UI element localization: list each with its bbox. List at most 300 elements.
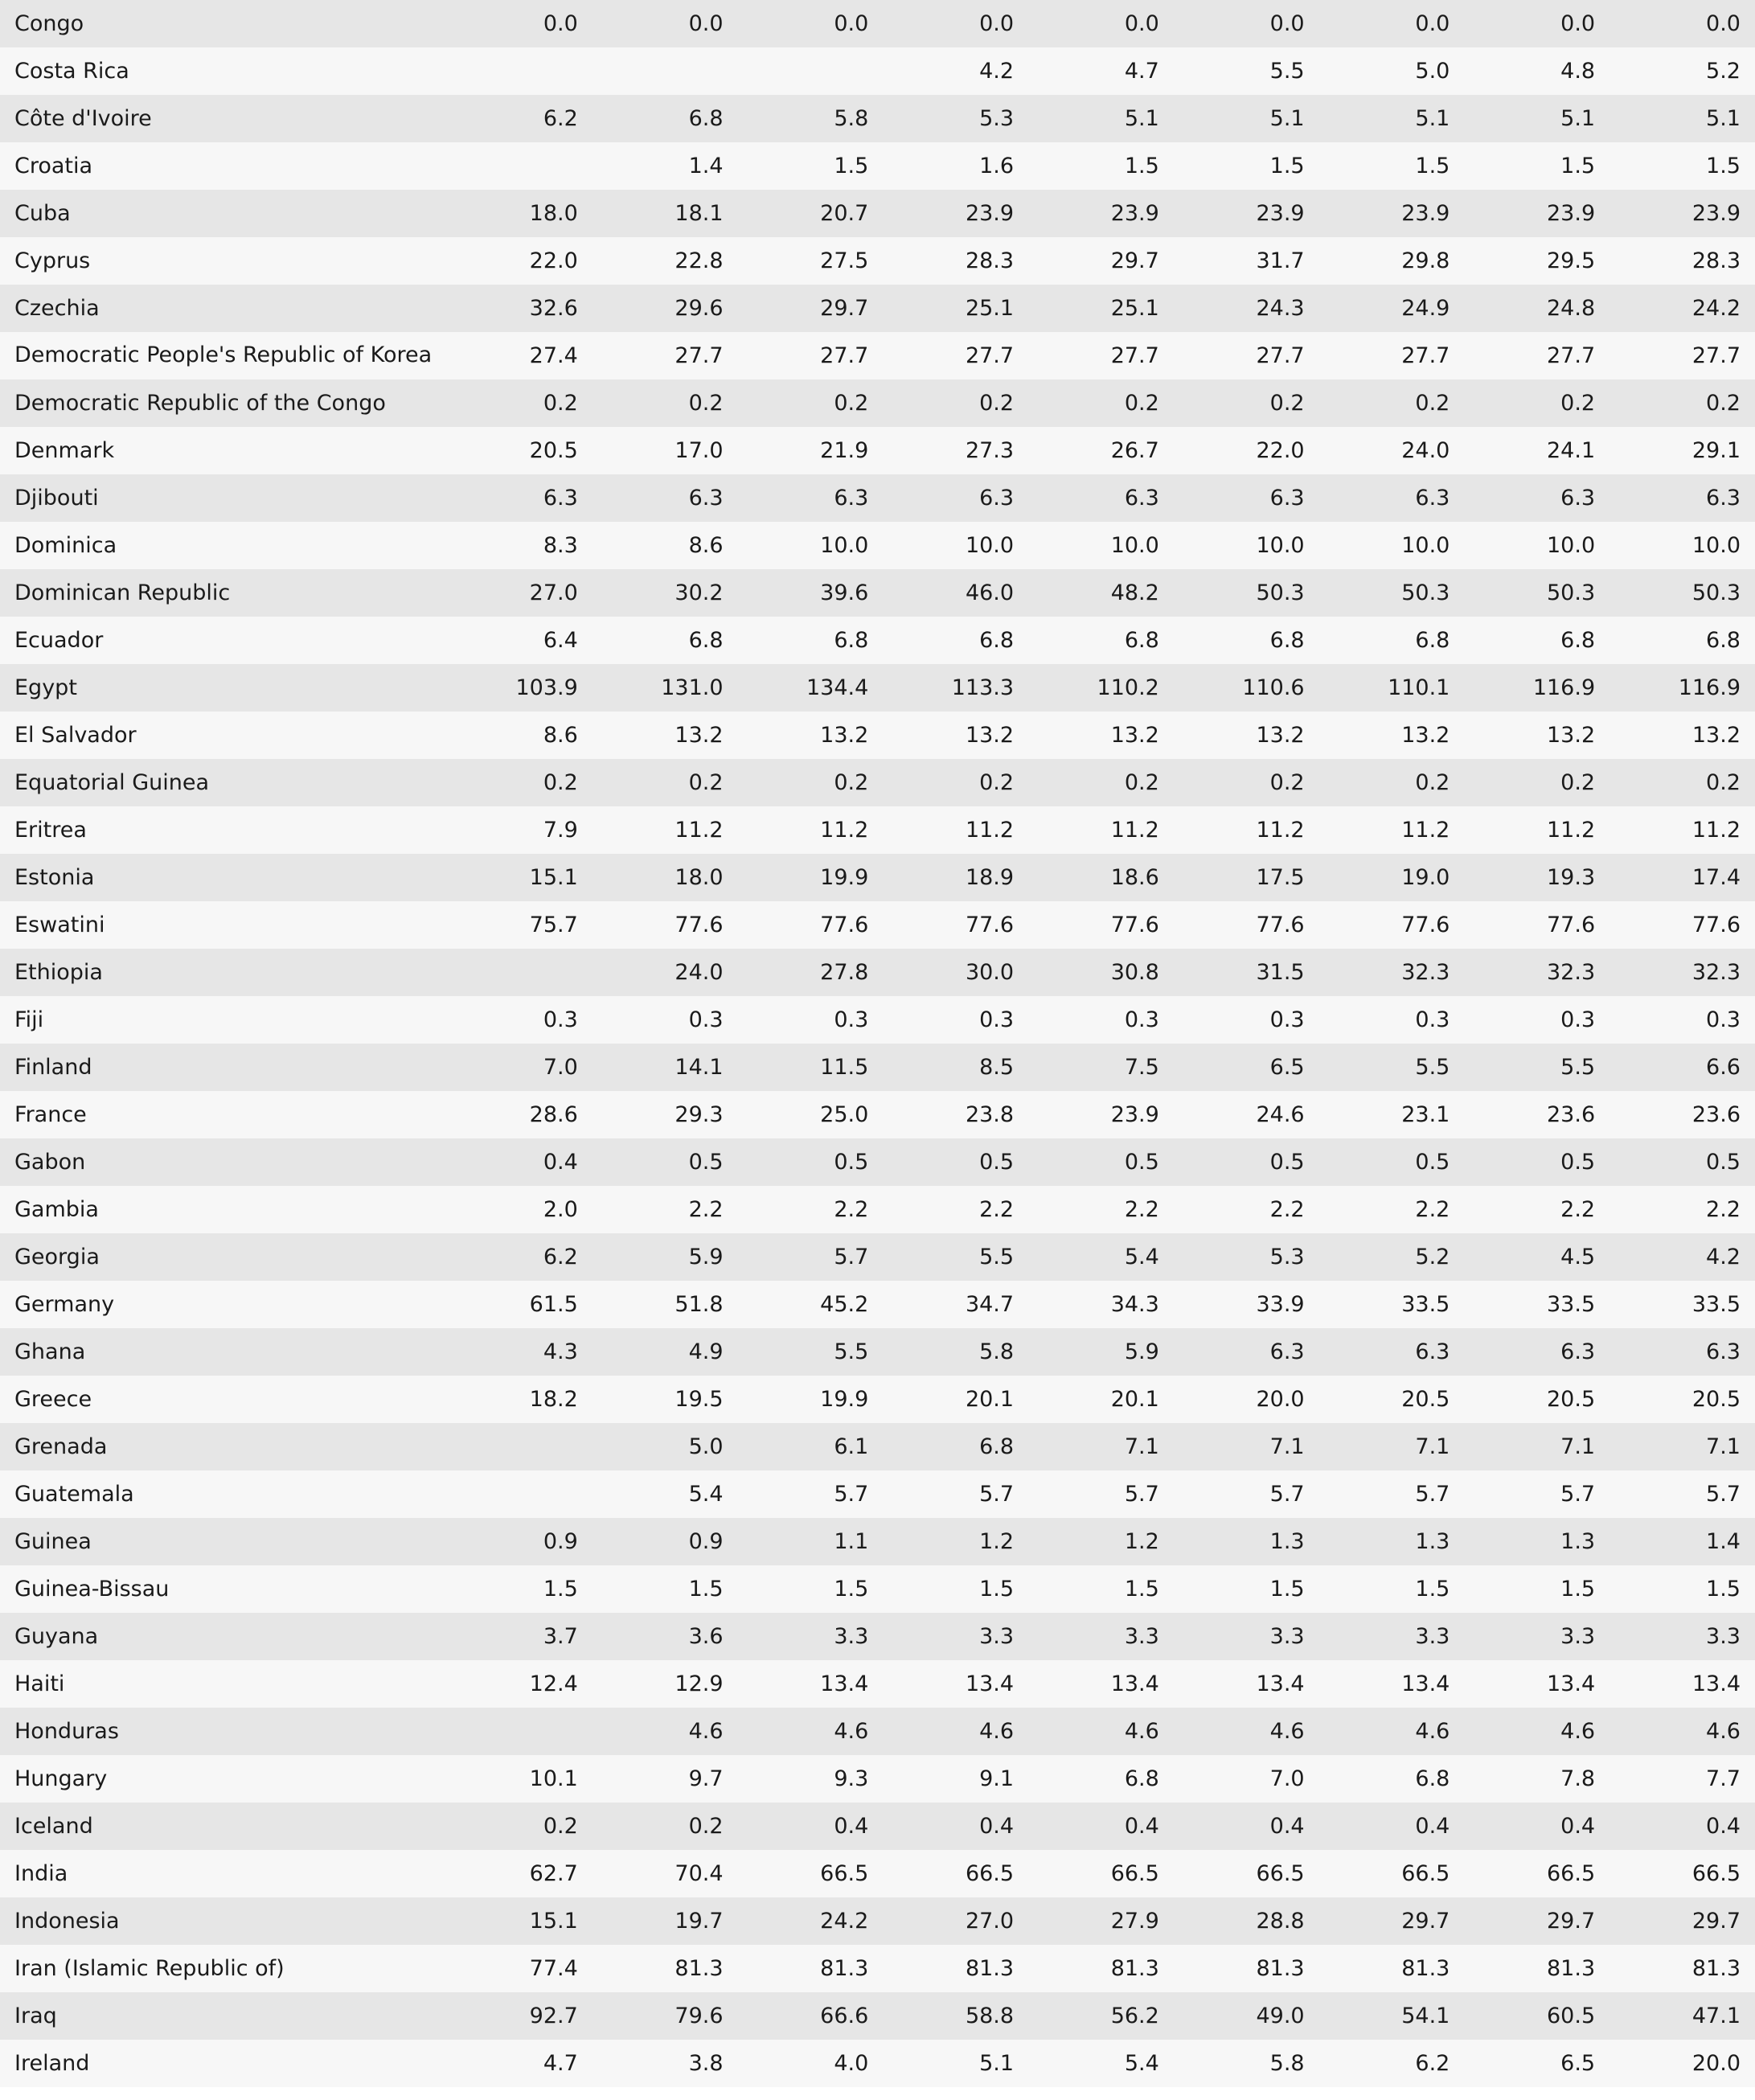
row-value-cell: 27.7 xyxy=(883,332,1028,379)
row-value-cell: 0.2 xyxy=(1609,379,1755,427)
row-value-cell: 29.7 xyxy=(1609,1897,1755,1945)
row-value-cell: 0.3 xyxy=(1319,996,1465,1044)
row-value-cell: 0.4 xyxy=(883,1803,1028,1850)
row-value-cell: 8.6 xyxy=(447,712,593,759)
row-value-cell: 4.2 xyxy=(1609,1233,1755,1281)
table-row xyxy=(0,712,1755,759)
row-value-cell: 77.6 xyxy=(1174,901,1319,949)
row-country-label: Djibouti xyxy=(0,474,447,522)
row-value-cell: 0.0 xyxy=(447,0,593,47)
row-value-cell: 0.4 xyxy=(1028,1803,1174,1850)
row-value-cell: 5.1 xyxy=(1609,95,1755,142)
row-value-cell: 10.0 xyxy=(1174,522,1319,569)
row-value-cell: 17.4 xyxy=(1609,854,1755,901)
row-value-cell: 32.3 xyxy=(1609,949,1755,996)
row-value-cell: 6.8 xyxy=(1319,1755,1465,1803)
row-value-cell: 33.5 xyxy=(1609,1281,1755,1328)
row-value-cell: 46.0 xyxy=(883,569,1028,617)
row-country-label: Denmark xyxy=(0,427,447,474)
row-value-cell: 29.6 xyxy=(593,285,738,332)
row-value-cell: 33.5 xyxy=(1464,1281,1609,1328)
row-value-cell: 20.1 xyxy=(883,1376,1028,1423)
table-row xyxy=(0,854,1755,901)
row-country-label: Guinea xyxy=(0,1518,447,1565)
row-value-cell: 27.7 xyxy=(1464,332,1609,379)
row-value-cell: 2.2 xyxy=(883,1186,1028,1233)
row-value-cell: 81.3 xyxy=(1028,1945,1174,1992)
row-value-cell: 11.2 xyxy=(1028,806,1174,854)
row-value-cell: 24.8 xyxy=(1464,285,1609,332)
row-value-cell: 4.6 xyxy=(1609,1708,1755,1755)
row-value-cell: 0.5 xyxy=(738,1138,884,1186)
row-country-label: Grenada xyxy=(0,1423,447,1470)
row-value-cell: 0.3 xyxy=(1174,996,1319,1044)
row-country-label: Cyprus xyxy=(0,237,447,285)
row-value-cell: 27.9 xyxy=(1028,1897,1174,1945)
table-row xyxy=(0,1755,1755,1803)
row-value-cell: 77.6 xyxy=(1319,901,1465,949)
row-value-cell: 1.3 xyxy=(1464,1518,1609,1565)
row-country-label: Cuba xyxy=(0,190,447,237)
row-value-cell: 0.5 xyxy=(593,1138,738,1186)
row-value-cell: 6.3 xyxy=(1319,474,1465,522)
row-value-cell: 5.1 xyxy=(1464,95,1609,142)
row-value-cell: 24.2 xyxy=(738,1897,884,1945)
table-row xyxy=(0,474,1755,522)
row-value-cell: 29.7 xyxy=(1464,1897,1609,1945)
row-value-cell: 4.6 xyxy=(593,1708,738,1755)
row-value-cell: 5.0 xyxy=(1319,47,1465,95)
row-value-cell: 5.1 xyxy=(1028,95,1174,142)
row-value-cell: 7.0 xyxy=(1174,1755,1319,1803)
row-value-cell: 33.5 xyxy=(1319,1281,1465,1328)
row-value-cell: 0.2 xyxy=(1174,379,1319,427)
row-country-label: Gabon xyxy=(0,1138,447,1186)
row-value-cell: 4.2 xyxy=(883,47,1028,95)
row-value-cell: 45.2 xyxy=(738,1281,884,1328)
row-value-cell: 10.0 xyxy=(738,522,884,569)
row-country-label: Dominican Republic xyxy=(0,569,447,617)
row-value-cell xyxy=(447,1470,593,1518)
row-value-cell: 66.5 xyxy=(1464,1850,1609,1897)
row-value-cell: 2.2 xyxy=(1464,1186,1609,1233)
table-row xyxy=(0,1565,1755,1613)
row-value-cell: 0.3 xyxy=(1028,996,1174,1044)
row-value-cell: 20.5 xyxy=(447,427,593,474)
row-value-cell: 81.3 xyxy=(738,1945,884,1992)
row-value-cell: 23.1 xyxy=(1319,1091,1465,1138)
row-value-cell: 11.2 xyxy=(883,806,1028,854)
table-row xyxy=(0,1470,1755,1518)
row-value-cell: 23.9 xyxy=(1609,190,1755,237)
row-value-cell: 7.0 xyxy=(447,1044,593,1091)
table-row xyxy=(0,1044,1755,1091)
row-country-label: Croatia xyxy=(0,142,447,190)
row-country-label: Honduras xyxy=(0,1708,447,1755)
row-value-cell: 0.2 xyxy=(1174,759,1319,806)
row-value-cell: 6.5 xyxy=(1174,1044,1319,1091)
row-value-cell: 20.0 xyxy=(1174,1376,1319,1423)
row-value-cell xyxy=(447,47,593,95)
row-value-cell: 0.2 xyxy=(447,1803,593,1850)
table-row xyxy=(0,1281,1755,1328)
row-value-cell: 17.5 xyxy=(1174,854,1319,901)
row-country-label: Czechia xyxy=(0,285,447,332)
row-value-cell: 9.7 xyxy=(593,1755,738,1803)
row-value-cell: 58.8 xyxy=(883,1992,1028,2040)
row-value-cell: 4.0 xyxy=(738,2040,884,2087)
row-value-cell: 29.7 xyxy=(738,285,884,332)
row-value-cell: 6.2 xyxy=(447,1233,593,1281)
row-value-cell: 10.0 xyxy=(1464,522,1609,569)
row-value-cell: 6.3 xyxy=(593,474,738,522)
row-value-cell: 79.6 xyxy=(593,1992,738,2040)
table-row xyxy=(0,1091,1755,1138)
row-value-cell: 2.2 xyxy=(593,1186,738,1233)
row-value-cell: 29.7 xyxy=(1319,1897,1465,1945)
row-value-cell: 31.5 xyxy=(1174,949,1319,996)
row-value-cell: 3.3 xyxy=(1609,1613,1755,1660)
row-value-cell: 54.1 xyxy=(1319,1992,1465,2040)
row-value-cell: 7.1 xyxy=(1319,1423,1465,1470)
row-value-cell: 1.5 xyxy=(1028,1565,1174,1613)
row-value-cell: 34.7 xyxy=(883,1281,1028,1328)
row-country-label: Ecuador xyxy=(0,617,447,664)
row-value-cell: 20.0 xyxy=(1609,2040,1755,2087)
row-value-cell: 28.3 xyxy=(883,237,1028,285)
row-value-cell: 5.8 xyxy=(738,95,884,142)
row-country-label: Congo xyxy=(0,0,447,47)
table-row xyxy=(0,996,1755,1044)
row-country-label: Fiji xyxy=(0,996,447,1044)
table-row xyxy=(0,617,1755,664)
row-value-cell: 66.5 xyxy=(1028,1850,1174,1897)
row-value-cell: 34.3 xyxy=(1028,1281,1174,1328)
row-value-cell: 27.5 xyxy=(738,237,884,285)
row-value-cell: 0.5 xyxy=(1319,1138,1465,1186)
table-row xyxy=(0,1613,1755,1660)
row-value-cell: 6.3 xyxy=(1609,474,1755,522)
row-value-cell: 13.4 xyxy=(1464,1660,1609,1708)
row-value-cell: 27.3 xyxy=(883,427,1028,474)
row-value-cell: 6.3 xyxy=(1028,474,1174,522)
row-country-label: Democratic People's Republic of Korea xyxy=(0,332,447,379)
row-value-cell: 1.2 xyxy=(1028,1518,1174,1565)
row-value-cell: 47.1 xyxy=(1609,1992,1755,2040)
row-value-cell: 20.5 xyxy=(1609,1376,1755,1423)
row-value-cell: 4.6 xyxy=(1464,1708,1609,1755)
row-value-cell: 49.0 xyxy=(1174,1992,1319,2040)
row-value-cell: 48.2 xyxy=(1028,569,1174,617)
table-row xyxy=(0,190,1755,237)
row-value-cell: 4.6 xyxy=(883,1708,1028,1755)
row-country-label: Guatemala xyxy=(0,1470,447,1518)
row-value-cell: 6.8 xyxy=(1174,617,1319,664)
row-value-cell: 8.6 xyxy=(593,522,738,569)
row-value-cell: 4.6 xyxy=(1174,1708,1319,1755)
row-value-cell: 27.7 xyxy=(738,332,884,379)
row-country-label: Finland xyxy=(0,1044,447,1091)
row-country-label: Iceland xyxy=(0,1803,447,1850)
row-value-cell: 5.7 xyxy=(738,1470,884,1518)
row-value-cell: 23.9 xyxy=(1028,190,1174,237)
row-value-cell: 0.0 xyxy=(1028,0,1174,47)
table-row xyxy=(0,1518,1755,1565)
row-value-cell: 66.5 xyxy=(1174,1850,1319,1897)
row-value-cell: 19.5 xyxy=(593,1376,738,1423)
row-value-cell: 6.8 xyxy=(1319,617,1465,664)
row-value-cell: 0.0 xyxy=(1464,0,1609,47)
row-value-cell: 13.2 xyxy=(738,712,884,759)
row-value-cell: 0.9 xyxy=(593,1518,738,1565)
table-row xyxy=(0,95,1755,142)
table-row xyxy=(0,2040,1755,2087)
row-value-cell: 21.9 xyxy=(738,427,884,474)
row-value-cell: 0.4 xyxy=(1464,1803,1609,1850)
table-row xyxy=(0,1376,1755,1423)
row-country-label: India xyxy=(0,1850,447,1897)
row-value-cell: 23.9 xyxy=(1319,190,1465,237)
row-value-cell: 25.0 xyxy=(738,1091,884,1138)
row-value-cell: 10.0 xyxy=(1028,522,1174,569)
row-value-cell: 13.2 xyxy=(1028,712,1174,759)
row-value-cell: 28.8 xyxy=(1174,1897,1319,1945)
row-value-cell: 10.1 xyxy=(447,1755,593,1803)
row-value-cell: 23.9 xyxy=(1174,190,1319,237)
table-row xyxy=(0,522,1755,569)
row-value-cell: 29.7 xyxy=(1028,237,1174,285)
row-value-cell: 77.6 xyxy=(883,901,1028,949)
row-value-cell: 0.2 xyxy=(1028,759,1174,806)
row-value-cell: 62.7 xyxy=(447,1850,593,1897)
row-value-cell: 0.2 xyxy=(593,1803,738,1850)
row-value-cell: 2.2 xyxy=(1319,1186,1465,1233)
table-row xyxy=(0,332,1755,379)
row-value-cell: 3.8 xyxy=(593,2040,738,2087)
row-value-cell: 12.4 xyxy=(447,1660,593,1708)
row-value-cell: 5.7 xyxy=(1174,1470,1319,1518)
row-value-cell: 1.5 xyxy=(1174,1565,1319,1613)
row-value-cell: 13.2 xyxy=(593,712,738,759)
row-country-label: Eswatini xyxy=(0,901,447,949)
row-value-cell: 1.5 xyxy=(883,1565,1028,1613)
row-value-cell: 6.8 xyxy=(1028,1755,1174,1803)
row-value-cell: 77.6 xyxy=(593,901,738,949)
row-value-cell: 110.2 xyxy=(1028,664,1174,712)
table-row xyxy=(0,0,1755,47)
row-value-cell: 24.2 xyxy=(1609,285,1755,332)
row-country-label: Equatorial Guinea xyxy=(0,759,447,806)
row-value-cell: 18.2 xyxy=(447,1376,593,1423)
row-country-label: Ireland xyxy=(0,2040,447,2087)
row-country-label: Germany xyxy=(0,1281,447,1328)
row-value-cell: 6.8 xyxy=(738,617,884,664)
row-value-cell: 32.6 xyxy=(447,285,593,332)
row-value-cell: 5.2 xyxy=(1609,47,1755,95)
row-value-cell: 66.5 xyxy=(883,1850,1028,1897)
row-value-cell: 4.7 xyxy=(447,2040,593,2087)
row-value-cell: 5.3 xyxy=(883,95,1028,142)
row-value-cell: 29.1 xyxy=(1609,427,1755,474)
row-value-cell: 4.6 xyxy=(1028,1708,1174,1755)
row-value-cell: 23.6 xyxy=(1609,1091,1755,1138)
row-value-cell: 6.2 xyxy=(447,95,593,142)
row-value-cell: 0.3 xyxy=(738,996,884,1044)
row-value-cell: 19.9 xyxy=(738,854,884,901)
row-value-cell: 18.0 xyxy=(447,190,593,237)
row-value-cell: 0.0 xyxy=(1319,0,1465,47)
row-value-cell: 1.5 xyxy=(1609,142,1755,190)
row-value-cell: 27.0 xyxy=(447,569,593,617)
row-value-cell: 1.1 xyxy=(738,1518,884,1565)
row-value-cell: 1.4 xyxy=(1609,1518,1755,1565)
row-value-cell: 1.5 xyxy=(1319,1565,1465,1613)
row-value-cell: 7.1 xyxy=(1028,1423,1174,1470)
row-value-cell: 75.7 xyxy=(447,901,593,949)
row-value-cell xyxy=(447,142,593,190)
row-value-cell: 6.8 xyxy=(883,1423,1028,1470)
row-value-cell: 14.1 xyxy=(593,1044,738,1091)
row-value-cell: 5.7 xyxy=(1464,1470,1609,1518)
row-value-cell: 12.9 xyxy=(593,1660,738,1708)
row-value-cell: 13.2 xyxy=(1609,712,1755,759)
row-value-cell: 0.0 xyxy=(1609,0,1755,47)
row-value-cell: 6.3 xyxy=(1174,1328,1319,1376)
row-value-cell: 1.5 xyxy=(1609,1565,1755,1613)
row-value-cell: 13.2 xyxy=(1319,712,1465,759)
row-value-cell: 0.4 xyxy=(447,1138,593,1186)
row-value-cell: 7.9 xyxy=(447,806,593,854)
row-value-cell: 81.3 xyxy=(883,1945,1028,1992)
row-value-cell: 6.5 xyxy=(1464,2040,1609,2087)
row-value-cell: 77.6 xyxy=(1464,901,1609,949)
table-row xyxy=(0,806,1755,854)
row-value-cell: 81.3 xyxy=(1609,1945,1755,1992)
row-value-cell: 0.3 xyxy=(593,996,738,1044)
row-value-cell: 5.4 xyxy=(593,1470,738,1518)
row-value-cell: 2.0 xyxy=(447,1186,593,1233)
table-row xyxy=(0,427,1755,474)
row-value-cell: 7.5 xyxy=(1028,1044,1174,1091)
table-row xyxy=(0,1138,1755,1186)
row-value-cell: 0.2 xyxy=(1319,759,1465,806)
row-value-cell: 0.0 xyxy=(738,0,884,47)
row-value-cell: 66.5 xyxy=(738,1850,884,1897)
row-value-cell: 7.1 xyxy=(1609,1423,1755,1470)
row-value-cell: 3.3 xyxy=(1028,1613,1174,1660)
row-value-cell: 6.8 xyxy=(1609,617,1755,664)
row-country-label: France xyxy=(0,1091,447,1138)
row-country-label: Georgia xyxy=(0,1233,447,1281)
row-value-cell: 5.9 xyxy=(593,1233,738,1281)
row-value-cell: 32.3 xyxy=(1319,949,1465,996)
row-value-cell: 3.3 xyxy=(1464,1613,1609,1660)
row-value-cell: 0.4 xyxy=(738,1803,884,1850)
row-value-cell: 2.2 xyxy=(738,1186,884,1233)
table-row xyxy=(0,1897,1755,1945)
row-value-cell: 7.1 xyxy=(1464,1423,1609,1470)
row-value-cell: 5.1 xyxy=(1319,95,1465,142)
row-value-cell: 27.8 xyxy=(738,949,884,996)
row-value-cell: 0.3 xyxy=(1609,996,1755,1044)
row-value-cell: 19.0 xyxy=(1319,854,1465,901)
table-row xyxy=(0,1708,1755,1755)
row-value-cell: 5.7 xyxy=(1609,1470,1755,1518)
row-value-cell: 13.2 xyxy=(1464,712,1609,759)
row-value-cell: 5.0 xyxy=(593,1423,738,1470)
row-value-cell: 3.6 xyxy=(593,1613,738,1660)
row-country-label: Iraq xyxy=(0,1992,447,2040)
row-value-cell: 30.0 xyxy=(883,949,1028,996)
row-value-cell: 81.3 xyxy=(1464,1945,1609,1992)
row-value-cell: 1.3 xyxy=(1174,1518,1319,1565)
row-value-cell: 19.3 xyxy=(1464,854,1609,901)
row-value-cell: 0.5 xyxy=(1464,1138,1609,1186)
row-value-cell: 24.0 xyxy=(593,949,738,996)
row-value-cell: 0.0 xyxy=(883,0,1028,47)
row-value-cell: 9.1 xyxy=(883,1755,1028,1803)
row-value-cell: 5.5 xyxy=(883,1233,1028,1281)
table-row xyxy=(0,142,1755,190)
row-value-cell: 5.5 xyxy=(1319,1044,1465,1091)
row-value-cell: 29.8 xyxy=(1319,237,1465,285)
row-value-cell: 1.5 xyxy=(738,1565,884,1613)
row-value-cell: 0.2 xyxy=(1609,759,1755,806)
row-value-cell: 4.6 xyxy=(1319,1708,1465,1755)
row-value-cell: 23.8 xyxy=(883,1091,1028,1138)
row-value-cell: 6.3 xyxy=(1319,1328,1465,1376)
row-value-cell: 134.4 xyxy=(738,664,884,712)
row-value-cell: 6.6 xyxy=(1609,1044,1755,1091)
row-value-cell: 0.4 xyxy=(1319,1803,1465,1850)
row-value-cell: 66.6 xyxy=(738,1992,884,2040)
row-value-cell: 6.8 xyxy=(593,95,738,142)
row-value-cell: 0.2 xyxy=(593,379,738,427)
row-value-cell: 77.6 xyxy=(738,901,884,949)
row-value-cell xyxy=(593,47,738,95)
table-row xyxy=(0,1803,1755,1850)
row-value-cell: 26.7 xyxy=(1028,427,1174,474)
row-country-label: Greece xyxy=(0,1376,447,1423)
row-value-cell: 23.9 xyxy=(1028,1091,1174,1138)
row-value-cell: 60.5 xyxy=(1464,1992,1609,2040)
row-value-cell: 5.5 xyxy=(1174,47,1319,95)
row-value-cell: 20.7 xyxy=(738,190,884,237)
row-value-cell: 23.9 xyxy=(883,190,1028,237)
table-row xyxy=(0,285,1755,332)
row-country-label: Iran (Islamic Republic of) xyxy=(0,1945,447,1992)
row-value-cell: 0.4 xyxy=(1609,1803,1755,1850)
row-value-cell: 4.9 xyxy=(593,1328,738,1376)
row-value-cell: 18.1 xyxy=(593,190,738,237)
row-value-cell: 110.6 xyxy=(1174,664,1319,712)
row-value-cell: 24.0 xyxy=(1319,427,1465,474)
row-value-cell: 6.8 xyxy=(1028,617,1174,664)
row-value-cell: 1.5 xyxy=(1174,142,1319,190)
row-value-cell: 0.9 xyxy=(447,1518,593,1565)
row-value-cell: 7.8 xyxy=(1464,1755,1609,1803)
row-value-cell: 110.1 xyxy=(1319,664,1465,712)
table-row xyxy=(0,759,1755,806)
row-value-cell: 0.2 xyxy=(738,379,884,427)
table-row xyxy=(0,1850,1755,1897)
row-value-cell: 25.1 xyxy=(1028,285,1174,332)
row-value-cell: 6.3 xyxy=(1174,474,1319,522)
row-country-label: Estonia xyxy=(0,854,447,901)
row-value-cell: 5.4 xyxy=(1028,2040,1174,2087)
row-country-label: Democratic Republic of the Congo xyxy=(0,379,447,427)
row-value-cell: 11.2 xyxy=(1464,806,1609,854)
